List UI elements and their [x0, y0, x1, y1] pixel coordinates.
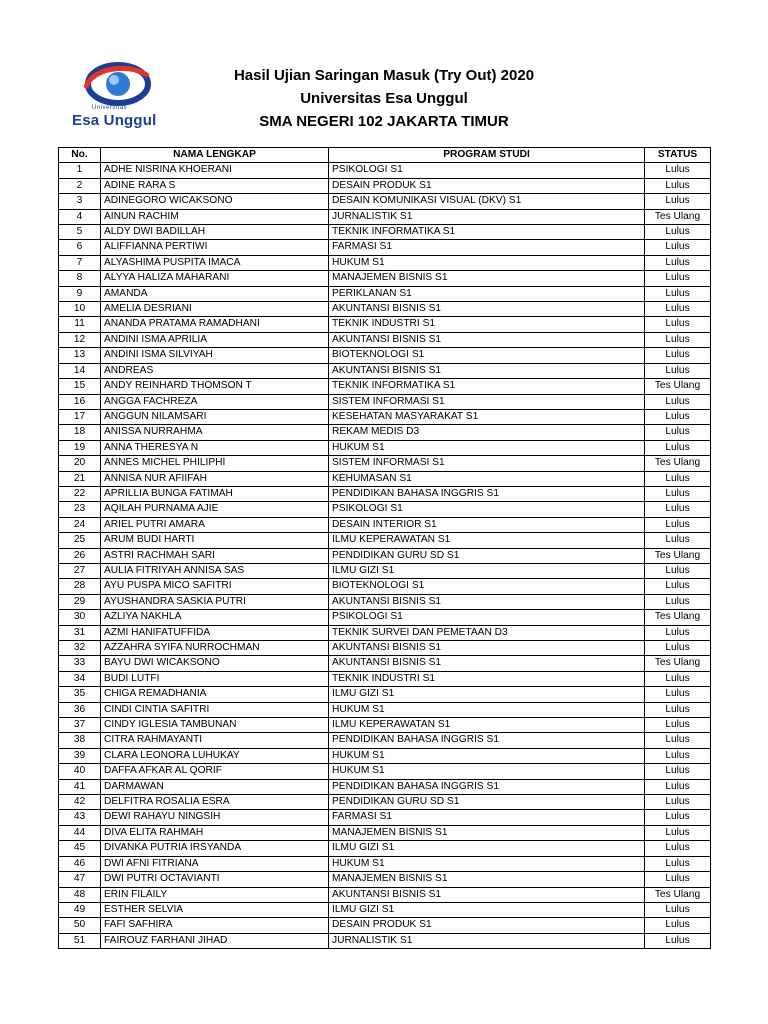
cell-program: DESAIN PRODUK S1 — [329, 178, 645, 193]
cell-status: Lulus — [645, 671, 711, 686]
cell-program: ILMU GIZI S1 — [329, 563, 645, 578]
cell-name: ARIEL PUTRI AMARA — [101, 517, 329, 532]
cell-name: AYU PUSPA MICO SAFITRI — [101, 579, 329, 594]
table-row — [59, 440, 711, 455]
table-row — [59, 810, 711, 825]
cell-no: 44 — [59, 825, 101, 840]
cell-name: CITRA RAHMAYANTI — [101, 733, 329, 748]
cell-name: DAFFA AFKAR AL QORIF — [101, 764, 329, 779]
cell-name: AULIA FITRIYAH ANNISA SAS — [101, 563, 329, 578]
table-row — [59, 579, 711, 594]
cell-no: 26 — [59, 548, 101, 563]
cell-status: Lulus — [645, 687, 711, 702]
cell-name: ANANDA PRATAMA RAMADHANI — [101, 317, 329, 332]
cell-no: 51 — [59, 933, 101, 948]
cell-status: Lulus — [645, 394, 711, 409]
cell-no: 23 — [59, 502, 101, 517]
cell-status: Lulus — [645, 733, 711, 748]
cell-program: JURNALISTIK S1 — [329, 209, 645, 224]
cell-status: Tes Ulang — [645, 209, 711, 224]
cell-name: DELFITRA ROSALIA ESRA — [101, 795, 329, 810]
cell-no: 28 — [59, 579, 101, 594]
table-header-row — [59, 148, 711, 163]
table-row — [59, 656, 711, 671]
table-row — [59, 456, 711, 471]
cell-no: 30 — [59, 610, 101, 625]
cell-status: Lulus — [645, 902, 711, 917]
cell-program: HUKUM S1 — [329, 255, 645, 270]
cell-program: MANAJEMEN BISNIS S1 — [329, 825, 645, 840]
table-row — [59, 641, 711, 656]
cell-program: ILMU GIZI S1 — [329, 841, 645, 856]
logo-subtext: Universitas — [92, 105, 128, 111]
cell-program: BIOTEKNOLOGI S1 — [329, 348, 645, 363]
cell-program: TEKNIK INDUSTRI S1 — [329, 317, 645, 332]
cell-no: 27 — [59, 563, 101, 578]
table-row — [59, 625, 711, 640]
cell-status: Lulus — [645, 178, 711, 193]
table-row — [59, 733, 711, 748]
cell-no: 32 — [59, 641, 101, 656]
table-row — [59, 610, 711, 625]
cell-name: CLARA LEONORA LUHUKAY — [101, 748, 329, 763]
cell-status: Lulus — [645, 486, 711, 501]
cell-status: Lulus — [645, 363, 711, 378]
cell-status: Lulus — [645, 286, 711, 301]
table-row — [59, 363, 711, 378]
cell-status: Lulus — [645, 702, 711, 717]
cell-no: 43 — [59, 810, 101, 825]
cell-name: ERIN FILAILY — [101, 887, 329, 902]
cell-name: ANDY REINHARD THOMSON T — [101, 379, 329, 394]
cell-no: 16 — [59, 394, 101, 409]
cell-no: 3 — [59, 194, 101, 209]
cell-program: AKUNTANSI BISNIS S1 — [329, 594, 645, 609]
table-row — [59, 178, 711, 193]
cell-name: BUDI LUTFI — [101, 671, 329, 686]
cell-name: ANDREAS — [101, 363, 329, 378]
cell-name: AZMI HANIFATUFFIDA — [101, 625, 329, 640]
cell-status: Lulus — [645, 933, 711, 948]
cell-name: ALYASHIMA PUSPITA IMACA — [101, 255, 329, 270]
cell-name: ESTHER SELVIA — [101, 902, 329, 917]
university-logo — [72, 62, 162, 132]
cell-status: Lulus — [645, 841, 711, 856]
cell-status: Lulus — [645, 625, 711, 640]
cell-status: Lulus — [645, 425, 711, 440]
cell-no: 46 — [59, 856, 101, 871]
table-row — [59, 394, 711, 409]
cell-program: DESAIN PRODUK S1 — [329, 918, 645, 933]
cell-name: DWI PUTRI OCTAVIANTI — [101, 872, 329, 887]
cell-program: JURNALISTIK S1 — [329, 933, 645, 948]
cell-program: HUKUM S1 — [329, 764, 645, 779]
cell-program: SISTEM INFORMASI S1 — [329, 394, 645, 409]
cell-status: Lulus — [645, 748, 711, 763]
cell-name: AZLIYA NAKHLA — [101, 610, 329, 625]
cell-name: ANDINI ISMA SILVIYAH — [101, 348, 329, 363]
cell-status: Lulus — [645, 194, 711, 209]
table-row — [59, 225, 711, 240]
cell-program: MANAJEMEN BISNIS S1 — [329, 872, 645, 887]
cell-status: Lulus — [645, 517, 711, 532]
cell-no: 12 — [59, 332, 101, 347]
cell-status: Lulus — [645, 594, 711, 609]
cell-program: AKUNTANSI BISNIS S1 — [329, 363, 645, 378]
cell-program: TEKNIK SURVEI DAN PEMETAAN D3 — [329, 625, 645, 640]
cell-status: Tes Ulang — [645, 379, 711, 394]
cell-name: AINUN RACHIM — [101, 209, 329, 224]
cell-status: Tes Ulang — [645, 456, 711, 471]
table-row — [59, 548, 711, 563]
table-row — [59, 348, 711, 363]
cell-program: KEHUMASAN S1 — [329, 471, 645, 486]
document-title: Hasil Ujian Saringan Masuk (Try Out) 2020 — [233, 67, 535, 84]
table-row — [59, 748, 711, 763]
cell-no: 14 — [59, 363, 101, 378]
cell-program: PSIKOLOGI S1 — [329, 502, 645, 517]
cell-no: 45 — [59, 841, 101, 856]
cell-program: PENDIDIKAN BAHASA INGGRIS S1 — [329, 486, 645, 501]
cell-status: Lulus — [645, 163, 711, 178]
table-row — [59, 825, 711, 840]
cell-name: AYUSHANDRA SASKIA PUTRI — [101, 594, 329, 609]
cell-name: ADINEGORO WICAKSONO — [101, 194, 329, 209]
cell-program: PENDIDIKAN GURU SD S1 — [329, 795, 645, 810]
cell-name: BAYU DWI WICAKSONO — [101, 656, 329, 671]
cell-name: AQILAH PURNAMA AJIE — [101, 502, 329, 517]
cell-status: Lulus — [645, 795, 711, 810]
cell-no: 19 — [59, 440, 101, 455]
cell-program: HUKUM S1 — [329, 748, 645, 763]
cell-status: Lulus — [645, 825, 711, 840]
table-row — [59, 887, 711, 902]
cell-status: Lulus — [645, 718, 711, 733]
cell-status: Tes Ulang — [645, 548, 711, 563]
table-row — [59, 302, 711, 317]
cell-program: DESAIN INTERIOR S1 — [329, 517, 645, 532]
cell-name: ADHE NISRINA KHOERANI — [101, 163, 329, 178]
cell-no: 24 — [59, 517, 101, 532]
results-table — [58, 147, 711, 949]
table-row — [59, 471, 711, 486]
cell-no: 37 — [59, 718, 101, 733]
cell-no: 40 — [59, 764, 101, 779]
cell-status: Lulus — [645, 348, 711, 363]
table-row — [59, 933, 711, 948]
cell-name: DARMAWAN — [101, 779, 329, 794]
table-row — [59, 502, 711, 517]
university-name: Universitas Esa Unggul — [300, 90, 468, 107]
cell-program: AKUNTANSI BISNIS S1 — [329, 332, 645, 347]
table-row — [59, 902, 711, 917]
table-row — [59, 671, 711, 686]
cell-name: DIVA ELITA RAHMAH — [101, 825, 329, 840]
table-row — [59, 286, 711, 301]
cell-name: ALYYA HALIZA MAHARANI — [101, 271, 329, 286]
cell-no: 41 — [59, 779, 101, 794]
cell-name: ALDY DWI BADILLAH — [101, 225, 329, 240]
cell-no: 20 — [59, 456, 101, 471]
cell-no: 15 — [59, 379, 101, 394]
cell-name: AMELIA DESRIANI — [101, 302, 329, 317]
table-row — [59, 841, 711, 856]
cell-name: AZZAHRA SYIFA NURROCHMAN — [101, 641, 329, 656]
table-row — [59, 687, 711, 702]
cell-no: 21 — [59, 471, 101, 486]
cell-no: 8 — [59, 271, 101, 286]
cell-status: Lulus — [645, 856, 711, 871]
cell-no: 33 — [59, 656, 101, 671]
cell-no: 11 — [59, 317, 101, 332]
cell-no: 17 — [59, 409, 101, 424]
cell-status: Tes Ulang — [645, 610, 711, 625]
table-row — [59, 194, 711, 209]
cell-name: APRILLIA BUNGA FATIMAH — [101, 486, 329, 501]
cell-no: 2 — [59, 178, 101, 193]
cell-program: ILMU KEPERAWATAN S1 — [329, 533, 645, 548]
cell-status: Lulus — [645, 302, 711, 317]
cell-name: FAFI SAFHIRA — [101, 918, 329, 933]
table-row — [59, 332, 711, 347]
cell-program: ILMU GIZI S1 — [329, 687, 645, 702]
cell-name: ARUM BUDI HARTI — [101, 533, 329, 548]
cell-program: AKUNTANSI BISNIS S1 — [329, 641, 645, 656]
cell-no: 29 — [59, 594, 101, 609]
table-row — [59, 209, 711, 224]
cell-name: ADINE RARA S — [101, 178, 329, 193]
cell-program: ILMU KEPERAWATAN S1 — [329, 718, 645, 733]
cell-no: 31 — [59, 625, 101, 640]
table-row — [59, 702, 711, 717]
cell-program: TEKNIK INFORMATIKA S1 — [329, 225, 645, 240]
cell-status: Lulus — [645, 440, 711, 455]
cell-status: Tes Ulang — [645, 656, 711, 671]
table-row — [59, 379, 711, 394]
cell-name: ALIFFIANNA PERTIWI — [101, 240, 329, 255]
cell-status: Lulus — [645, 810, 711, 825]
table-row — [59, 517, 711, 532]
cell-status: Lulus — [645, 271, 711, 286]
cell-status: Lulus — [645, 563, 711, 578]
cell-name: ASTRI RACHMAH SARI — [101, 548, 329, 563]
cell-status: Lulus — [645, 240, 711, 255]
table-row — [59, 533, 711, 548]
table-row — [59, 317, 711, 332]
table-row — [59, 779, 711, 794]
document-header — [150, 64, 618, 133]
cell-program: PERIKLANAN S1 — [329, 286, 645, 301]
cell-name: ANISSA NURRAHMA — [101, 425, 329, 440]
school-name: SMA NEGERI 102 JAKARTA TIMUR — [259, 113, 509, 130]
cell-no: 18 — [59, 425, 101, 440]
cell-program: ILMU GIZI S1 — [329, 902, 645, 917]
cell-program: HUKUM S1 — [329, 856, 645, 871]
cell-no: 34 — [59, 671, 101, 686]
cell-name: DWI AFNI FITRIANA — [101, 856, 329, 871]
table-row — [59, 425, 711, 440]
cell-program: MANAJEMEN BISNIS S1 — [329, 271, 645, 286]
cell-status: Lulus — [645, 502, 711, 517]
cell-no: 47 — [59, 872, 101, 887]
cell-program: FARMASI S1 — [329, 240, 645, 255]
cell-program: TEKNIK INDUSTRI S1 — [329, 671, 645, 686]
cell-program: FARMASI S1 — [329, 810, 645, 825]
logo-text: Esa Unggul — [72, 112, 157, 129]
cell-status: Lulus — [645, 641, 711, 656]
column-header-status: STATUS — [645, 148, 711, 163]
cell-no: 48 — [59, 887, 101, 902]
cell-no: 42 — [59, 795, 101, 810]
table-row — [59, 409, 711, 424]
cell-no: 10 — [59, 302, 101, 317]
table-row — [59, 918, 711, 933]
cell-program: DESAIN KOMUNIKASI VISUAL (DKV) S1 — [329, 194, 645, 209]
cell-no: 9 — [59, 286, 101, 301]
table-row — [59, 486, 711, 501]
cell-status: Lulus — [645, 332, 711, 347]
table-row — [59, 563, 711, 578]
table-row — [59, 271, 711, 286]
cell-no: 6 — [59, 240, 101, 255]
table-row — [59, 795, 711, 810]
cell-program: PENDIDIKAN BAHASA INGGRIS S1 — [329, 733, 645, 748]
cell-program: AKUNTANSI BISNIS S1 — [329, 302, 645, 317]
cell-no: 36 — [59, 702, 101, 717]
cell-program: AKUNTANSI BISNIS S1 — [329, 656, 645, 671]
cell-program: AKUNTANSI BISNIS S1 — [329, 887, 645, 902]
cell-status: Lulus — [645, 779, 711, 794]
cell-status: Lulus — [645, 533, 711, 548]
table-row — [59, 240, 711, 255]
cell-program: REKAM MEDIS D3 — [329, 425, 645, 440]
cell-name: ANGGUN NILAMSARI — [101, 409, 329, 424]
table-row — [59, 594, 711, 609]
cell-no: 49 — [59, 902, 101, 917]
table-row — [59, 255, 711, 270]
cell-program: PENDIDIKAN BAHASA INGGRIS S1 — [329, 779, 645, 794]
cell-name: CHIGA REMADHANIA — [101, 687, 329, 702]
cell-name: ANNISA NUR AFIIFAH — [101, 471, 329, 486]
table-row — [59, 718, 711, 733]
table-row — [59, 856, 711, 871]
cell-program: TEKNIK INFORMATIKA S1 — [329, 379, 645, 394]
cell-status: Lulus — [645, 579, 711, 594]
cell-program: PSIKOLOGI S1 — [329, 163, 645, 178]
cell-no: 39 — [59, 748, 101, 763]
cell-status: Lulus — [645, 409, 711, 424]
cell-no: 1 — [59, 163, 101, 178]
cell-no: 7 — [59, 255, 101, 270]
cell-no: 5 — [59, 225, 101, 240]
cell-status: Lulus — [645, 918, 711, 933]
cell-program: KESEHATAN MASYARAKAT S1 — [329, 409, 645, 424]
cell-status: Lulus — [645, 764, 711, 779]
cell-status: Lulus — [645, 255, 711, 270]
column-header-name: NAMA LENGKAP — [101, 148, 329, 163]
cell-status: Lulus — [645, 225, 711, 240]
cell-program: SISTEM INFORMASI S1 — [329, 456, 645, 471]
cell-name: ANNA THERESYA N — [101, 440, 329, 455]
cell-name: ANDINI ISMA APRILIA — [101, 332, 329, 347]
cell-name: CINDY IGLESIA TAMBUNAN — [101, 718, 329, 733]
cell-status: Lulus — [645, 317, 711, 332]
cell-status: Lulus — [645, 471, 711, 486]
column-header-no: No. — [59, 148, 101, 163]
table-row — [59, 764, 711, 779]
cell-no: 25 — [59, 533, 101, 548]
cell-program: HUKUM S1 — [329, 440, 645, 455]
cell-name: FAIROUZ FARHANI JIHAD — [101, 933, 329, 948]
cell-program: BIOTEKNOLOGI S1 — [329, 579, 645, 594]
cell-no: 38 — [59, 733, 101, 748]
cell-name: ANGGA FACHREZA — [101, 394, 329, 409]
cell-name: AMANDA — [101, 286, 329, 301]
cell-program: PENDIDIKAN GURU SD S1 — [329, 548, 645, 563]
table-row — [59, 163, 711, 178]
cell-no: 22 — [59, 486, 101, 501]
cell-status: Tes Ulang — [645, 887, 711, 902]
cell-status: Lulus — [645, 872, 711, 887]
cell-no: 35 — [59, 687, 101, 702]
column-header-program: PROGRAM STUDI — [329, 148, 645, 163]
cell-name: CINDI CINTIA SAFITRI — [101, 702, 329, 717]
cell-program: HUKUM S1 — [329, 702, 645, 717]
cell-no: 13 — [59, 348, 101, 363]
cell-program: PSIKOLOGI S1 — [329, 610, 645, 625]
cell-name: DEWI RAHAYU NINGSIH — [101, 810, 329, 825]
cell-no: 4 — [59, 209, 101, 224]
cell-name: DIVANKA PUTRIA IRSYANDA — [101, 841, 329, 856]
cell-name: ANNES MICHEL PHILIPHI — [101, 456, 329, 471]
table-row — [59, 872, 711, 887]
cell-no: 50 — [59, 918, 101, 933]
